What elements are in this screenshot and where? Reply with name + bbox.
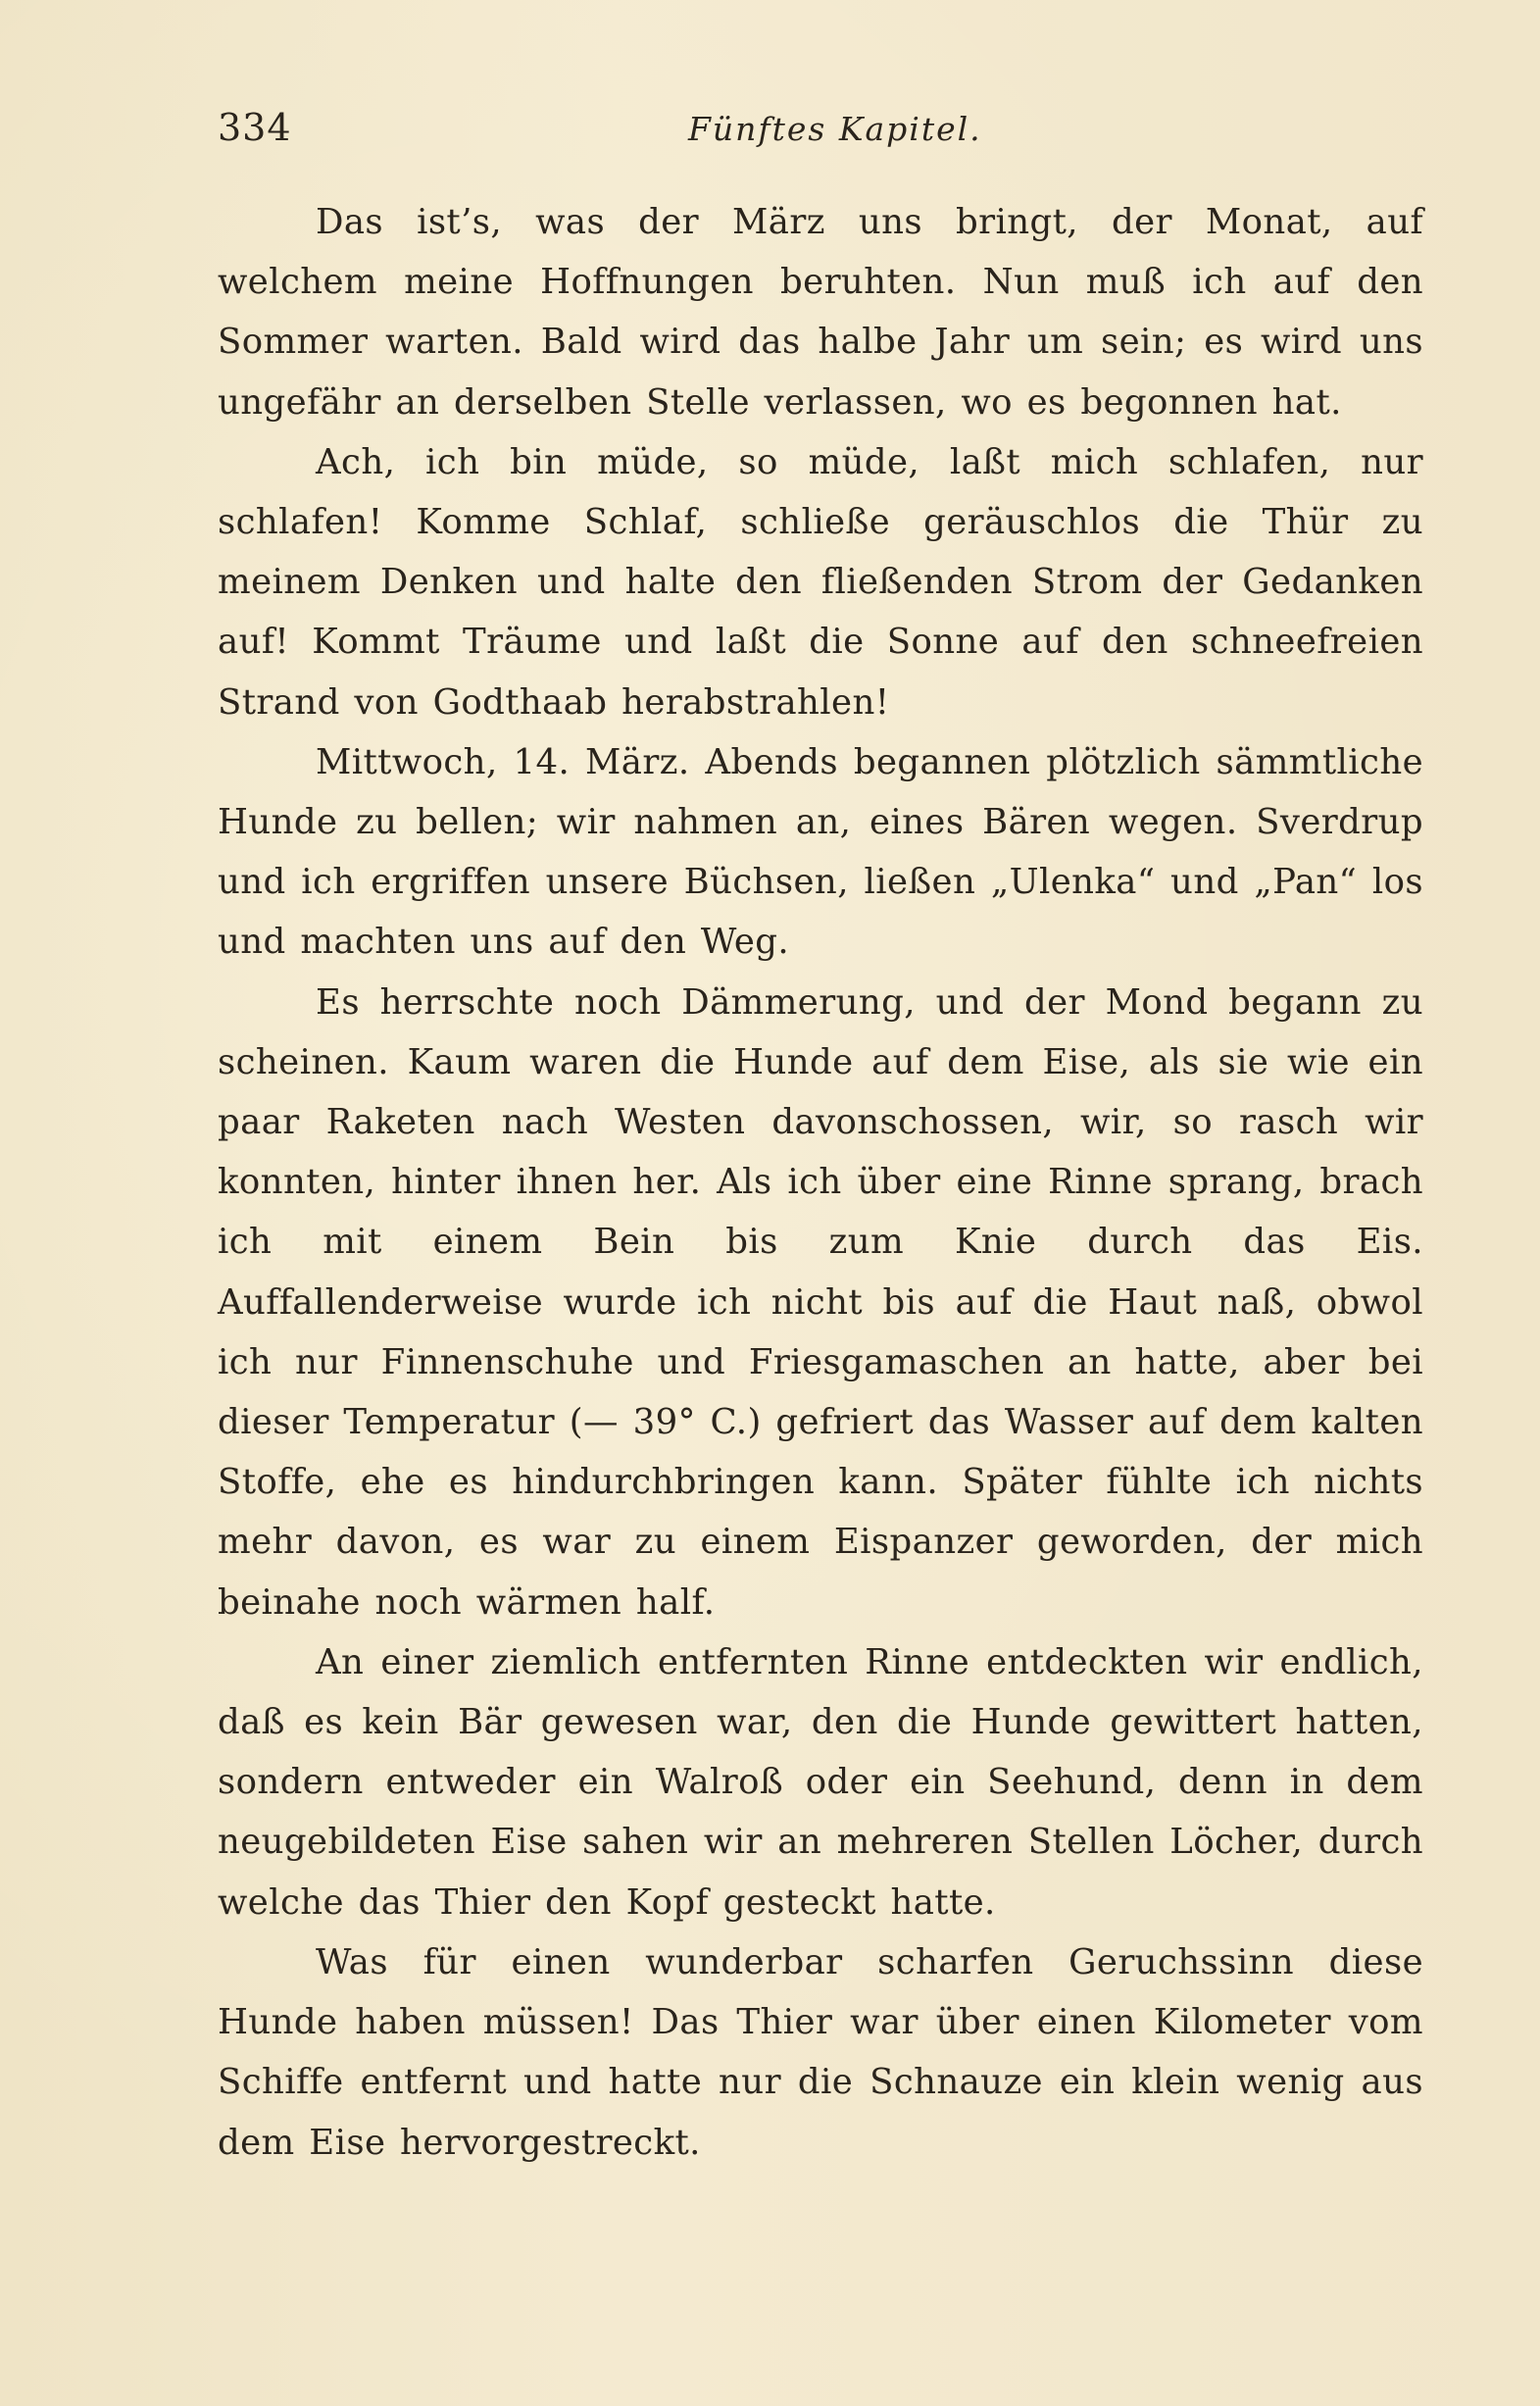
page-header [218, 106, 1423, 165]
paragraph: Es herrschte noch Dämmerung, und der Mond begann zu scheinen. Kaum waren die Hunde auf dem Eise, als sie wie ein paar Raketen nach Westen davonschossen, wir, so rasch wir konnten, hinter ihnen her. Als ich über eine Rinne sprang, brach ich mit einem Bein bis zum Knie durch das Eis. Auffallenderweise wurde ich nicht bis auf die Haut naß, obwol ich nur Finnenschuhe und Friesgamaschen an hatte, aber bei dieser Temperatur (— 39° C.) gefriert das Wasser auf dem kalten Stoffe, ehe es hindurchbringen kann. Später fühlte ich nichts mehr davon, es war zu einem Eispanzer geworden, der mich beinahe noch wärmen half. [218, 981, 1423, 1623]
paragraph: Mittwoch, 14. März. Abends begannen plötzlich sämmtliche Hunde zu bellen; wir nahmen an, eines Bären wegen. Sverdrup und ich ergriffen unsere Büchsen, ließen „Ulenka“ und „Pan“ los und machten uns auf den Weg. [218, 741, 1423, 963]
paragraph: Ach, ich bin müde, so müde, laßt mich schlafen, nur schlafen! Komme Schlaf, schließe geräuschlos die Thür zu meinem Denken und halte den fließenden Strom der Gedanken auf! Kommt Träume und laßt die Sonne auf den schneefreien Strand von Godthaab herabstrahlen! [218, 441, 1423, 723]
paragraph: An einer ziemlich entfernten Rinne entdeckten wir endlich, daß es kein Bär gewesen war, den die Hunde gewittert hatten, sondern entweder ein Walroß oder ein Seehund, denn in dem neugebildeten Eise sahen wir an mehreren Stellen Löcher, durch welche das Thier den Kopf gesteckt hatte. [218, 1641, 1423, 1923]
paragraph: Das ist’s, was der März uns bringt, der Monat, auf welchem meine Hoffnungen beruhten. Nun muß ich auf den Sommer warten. Bald wird das halbe Jahr um sein; es wird uns ungefähr an derselben Stelle verlassen, wo es begonnen hat. [218, 202, 1423, 423]
running-head: Fünftes Kapitel. [688, 110, 982, 148]
paragraph: Was für einen wunderbar scharfen Geruchssinn diese Hunde haben müssen! Das Thier war über einen Kilometer vom Schiffe entfernt und hatte nur die Schnauze ein klein wenig aus dem Eise hervorgestreckt. [218, 1941, 1423, 2163]
body-text [218, 192, 1423, 2173]
page-number: 334 [218, 106, 292, 149]
